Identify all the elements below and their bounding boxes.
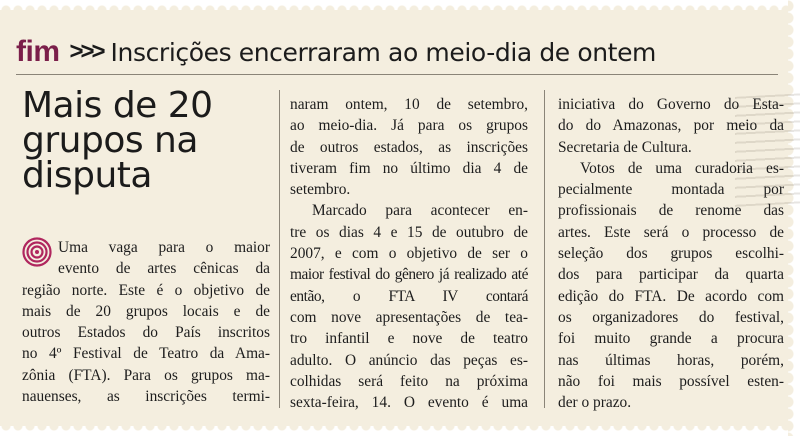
column-divider xyxy=(544,90,545,408)
section-header xyxy=(16,34,778,70)
text-line: artes. Este será o processo de xyxy=(558,223,784,241)
text-line: profissionais de renome das xyxy=(558,202,784,220)
article-column-2 xyxy=(290,94,528,413)
text-line: maior festival do gênero já realizado até então, o FTA IV contará xyxy=(290,266,528,305)
text-line: dos para participar da quarta xyxy=(558,266,784,284)
text-line: zônia (FTA). Para os grupos ma- xyxy=(22,366,270,384)
text-line: outros Estados do País inscritos xyxy=(22,324,270,342)
headline-line: grupos na xyxy=(22,120,198,161)
text-line: adulto. O anúncio das peças es- xyxy=(290,351,528,369)
text-line: evento de artes cênicas da xyxy=(58,260,270,278)
text-line: não foi mais possível esten- xyxy=(558,372,784,390)
text-line: região norte. Este é o objetivo de xyxy=(22,281,270,299)
text-line: setembro. xyxy=(290,181,351,199)
text-line: der o prazo. xyxy=(558,394,632,412)
text-line: com nove apresentações de tea- xyxy=(290,308,528,326)
text-line: edição do FTA. De acordo com xyxy=(558,287,784,305)
column-divider xyxy=(279,90,280,408)
headline-line: disputa xyxy=(22,155,152,196)
headline xyxy=(22,85,272,196)
text-line: mais de 20 grupos locais e de xyxy=(22,302,270,320)
text-line: sexta-feira, 14. O evento é uma xyxy=(290,394,528,412)
text-line: tro infantil e nove de teatro xyxy=(290,330,528,348)
article-column-1 xyxy=(22,237,270,407)
text-line: tiveram fim no último dia 4 de xyxy=(290,159,528,177)
text-line: naram ontem, 10 de setembro, xyxy=(290,96,528,113)
section-tag: fim xyxy=(16,35,60,68)
torn-top-edge xyxy=(0,0,800,10)
text-line: foi muito grande a procura xyxy=(558,330,784,348)
text-line: os organizadores do festival, xyxy=(558,308,784,326)
text-line: iniciativa do Governo do Esta- xyxy=(558,96,784,113)
text-line: do do Amazonas, por meio da xyxy=(558,117,784,135)
torn-bottom-edge xyxy=(0,426,800,436)
text-line: ao meio-dia. Já para os grupos xyxy=(290,117,528,135)
text-line: de outros estados, as inscrições xyxy=(290,138,528,156)
text-line: pecialmente montada por xyxy=(558,181,784,199)
text-line: nas últimas horas, porém, xyxy=(558,351,784,369)
target-bullseye-icon xyxy=(22,237,52,267)
text-line: tre os dias 4 e 15 de outubro de xyxy=(290,223,528,241)
headline-line: Mais de 20 xyxy=(22,85,213,126)
chevron-arrows: >>> xyxy=(69,38,103,65)
text-line: colhidas será feito na próxima xyxy=(290,372,528,390)
article-column-3 xyxy=(558,94,784,413)
text-line: Votos de uma curadoria es- xyxy=(580,159,784,177)
text-line: Marcado para acontecer en- xyxy=(312,202,528,220)
kicker-line: Inscrições encerraram ao meio-dia de ontem xyxy=(110,37,657,67)
header-rule xyxy=(16,74,778,75)
text-line: Secretaria de Cultura. xyxy=(558,138,692,156)
text-line: Uma vaga para o maior xyxy=(58,239,270,256)
torn-right-edge xyxy=(788,0,800,436)
text-line: seleção dos grupos escolhi- xyxy=(558,245,784,263)
text-line: no 4º Festival de Teatro da Ama- xyxy=(22,345,270,363)
text-line: nauenses, as inscrições termi- xyxy=(22,388,270,406)
text-line: 2007, e com o objetivo de ser o xyxy=(290,245,528,263)
